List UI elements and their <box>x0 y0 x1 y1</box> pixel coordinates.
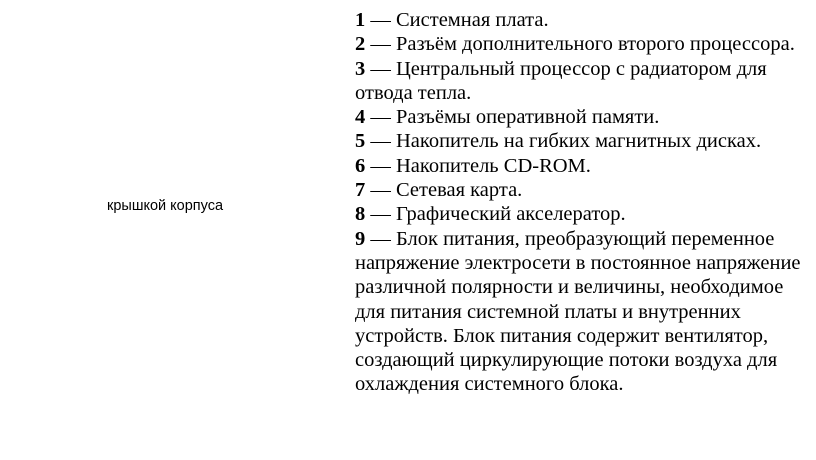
legend-item-text: Разъём дополнительного второго процессора. <box>396 33 795 56</box>
legend-item-number: 7 <box>355 179 366 202</box>
legend-separator: — <box>365 179 396 202</box>
legend-item-number: 3 <box>355 57 366 80</box>
legend-item-text: Графический акселератор. <box>396 203 626 226</box>
figure-caption: крышкой корпуса <box>107 198 224 214</box>
legend-item-text: Системная плата. <box>396 9 549 31</box>
legend-separator: — <box>365 9 396 31</box>
legend-item-number: 1 <box>355 9 366 31</box>
legend-separator: — <box>365 33 396 56</box>
legend-item <box>355 154 810 178</box>
legend-item <box>355 105 810 129</box>
legend-item-text: Накопитель CD-ROM. <box>396 154 591 177</box>
legend-item <box>355 32 810 56</box>
legend-separator: — <box>365 154 396 177</box>
legend-item-text: Накопитель на гибких магнитных дисках. <box>396 130 762 153</box>
legend-item-number: 6 <box>355 154 366 177</box>
legend-separator: — <box>365 203 396 226</box>
legend-item-text: Сетевая карта. <box>396 179 523 202</box>
legend-item <box>355 202 810 226</box>
legend-separator: — <box>365 227 396 250</box>
legend-item <box>355 227 810 397</box>
legend-item <box>355 57 810 106</box>
legend-separator: — <box>365 130 396 153</box>
legend-item <box>355 178 810 202</box>
legend-item-number: 8 <box>355 203 366 226</box>
legend-item-text: Центральный процессор с радиатором для отвода тепла. <box>355 57 767 104</box>
legend-separator: — <box>365 106 396 129</box>
legend-item-number: 9 <box>355 227 366 250</box>
legend-item <box>355 129 810 153</box>
legend-separator: — <box>365 57 396 80</box>
legend-item-text: Блок питания, преобразующий переменное напряжение электросети в постоянное напряжение различной полярности и величины, необходимое для питания системной платы и внутренних устройств. Блок питания содержит вентилятор, создающий циркулирующие потоки воздуха для охлаждения системного блока. <box>355 227 801 396</box>
legend-item <box>355 8 810 32</box>
legend-item-number: 2 <box>355 33 366 56</box>
legend-item-number: 4 <box>355 106 366 129</box>
legend-item-text: Разъёмы оперативной памяти. <box>396 106 660 129</box>
component-legend <box>355 8 810 397</box>
legend-item-number: 5 <box>355 130 366 153</box>
